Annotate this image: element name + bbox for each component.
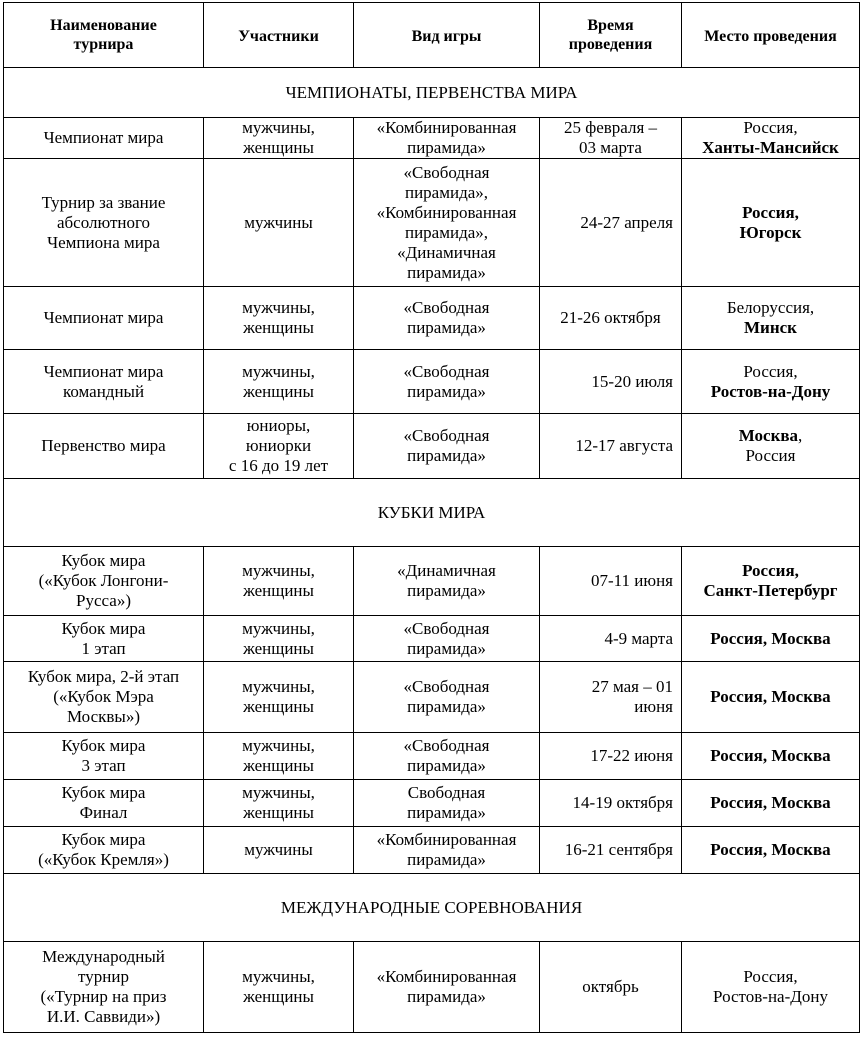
game-type: «Свободная пирамида» xyxy=(354,287,540,350)
venue: Россия, Ростов-на-Дону xyxy=(682,350,860,414)
participants: мужчины xyxy=(204,827,354,874)
header-time: Время проведения xyxy=(540,3,682,68)
schedule-table xyxy=(3,2,860,1033)
section-header xyxy=(4,68,860,118)
header-row xyxy=(4,3,860,68)
section-title: КУБКИ МИРА xyxy=(4,479,860,547)
table-row xyxy=(4,287,860,350)
event-dates: октябрь xyxy=(540,942,682,1033)
tournament-name: Кубок мира («Кубок Лонгони- Русса») xyxy=(4,547,204,616)
event-dates: 15-20 июля xyxy=(540,350,682,414)
venue: Россия, Москва xyxy=(682,827,860,874)
header-game-type: Вид игры xyxy=(354,3,540,68)
table-row xyxy=(4,414,860,479)
event-dates: 07-11 июня xyxy=(540,547,682,616)
tournament-name: Чемпионат мира xyxy=(4,118,204,159)
section-title: ЧЕМПИОНАТЫ, ПЕРВЕНСТВА МИРА xyxy=(4,68,860,118)
tournament-name: Турнир за звание абсолютного Чемпиона мира xyxy=(4,159,204,287)
header-name: Наименование турнира xyxy=(4,3,204,68)
tournament-name: Первенство мира xyxy=(4,414,204,479)
game-type: «Свободная пирамида» xyxy=(354,733,540,780)
venue: Россия, Москва xyxy=(682,733,860,780)
header-participants: Участники xyxy=(204,3,354,68)
tournament-name: Кубок мира, 2-й этап («Кубок Мэра Москвы») xyxy=(4,662,204,733)
participants: мужчины, женщины xyxy=(204,942,354,1033)
table-row xyxy=(4,616,860,662)
game-type: «Комбинированная пирамида» xyxy=(354,118,540,159)
section-title: МЕЖДУНАРОДНЫЕ СОРЕВНОВАНИЯ xyxy=(4,874,860,942)
participants: мужчины, женщины xyxy=(204,118,354,159)
event-dates: 21-26 октября xyxy=(540,287,682,350)
event-dates: 17-22 июня xyxy=(540,733,682,780)
participants: юниоры, юниорки с 16 до 19 лет xyxy=(204,414,354,479)
venue: Россия, Югорск xyxy=(682,159,860,287)
game-type: «Комбинированная пирамида» xyxy=(354,827,540,874)
tournament-name: Кубок мира Финал xyxy=(4,780,204,827)
event-dates: 25 февраля – 03 марта xyxy=(540,118,682,159)
table-row xyxy=(4,350,860,414)
section-header xyxy=(4,479,860,547)
table-row xyxy=(4,159,860,287)
event-dates: 14-19 октября xyxy=(540,780,682,827)
participants: мужчины, женщины xyxy=(204,616,354,662)
game-type: «Свободная пирамида» xyxy=(354,414,540,479)
venue: Россия, Москва xyxy=(682,616,860,662)
game-type: «Свободная пирамида» xyxy=(354,616,540,662)
venue: Москва, Россия xyxy=(682,414,860,479)
game-type: Свободная пирамида» xyxy=(354,780,540,827)
event-dates: 12-17 августа xyxy=(540,414,682,479)
event-dates: 16-21 сентября xyxy=(540,827,682,874)
venue: Россия, Ханты-Мансийск xyxy=(682,118,860,159)
participants: мужчины, женщины xyxy=(204,780,354,827)
participants: мужчины, женщины xyxy=(204,287,354,350)
tournament-name: Международный турнир («Турнир на приз И.И. Саввиди») xyxy=(4,942,204,1033)
tournament-name: Чемпионат мира командный xyxy=(4,350,204,414)
tournament-name: Кубок мира 1 этап xyxy=(4,616,204,662)
venue: Белоруссия, Минск xyxy=(682,287,860,350)
participants: мужчины xyxy=(204,159,354,287)
tournament-name: Кубок мира («Кубок Кремля») xyxy=(4,827,204,874)
game-type: «Комбинированная пирамида» xyxy=(354,942,540,1033)
section-header xyxy=(4,874,860,942)
game-type: «Свободная пирамида» xyxy=(354,662,540,733)
venue: Россия, Ростов-на-Дону xyxy=(682,942,860,1033)
table-row xyxy=(4,733,860,780)
event-dates: 27 мая – 01 июня xyxy=(540,662,682,733)
tournament-name: Чемпионат мира xyxy=(4,287,204,350)
game-type: «Свободная пирамида» xyxy=(354,350,540,414)
game-type: «Динамичная пирамида» xyxy=(354,547,540,616)
table-row xyxy=(4,547,860,616)
tournament-name: Кубок мира 3 этап xyxy=(4,733,204,780)
table-row xyxy=(4,942,860,1033)
header-place: Место проведения xyxy=(682,3,860,68)
venue: Россия, Санкт-Петербург xyxy=(682,547,860,616)
participants: мужчины, женщины xyxy=(204,350,354,414)
table-row xyxy=(4,827,860,874)
event-dates: 4-9 марта xyxy=(540,616,682,662)
event-dates: 24-27 апреля xyxy=(540,159,682,287)
table-row xyxy=(4,662,860,733)
game-type: «Свободная пирамида», «Комбинированная пирамида», «Динамичная пирамида» xyxy=(354,159,540,287)
participants: мужчины, женщины xyxy=(204,733,354,780)
table-row xyxy=(4,780,860,827)
venue: Россия, Москва xyxy=(682,780,860,827)
participants: мужчины, женщины xyxy=(204,547,354,616)
table-row xyxy=(4,118,860,159)
venue: Россия, Москва xyxy=(682,662,860,733)
participants: мужчины, женщины xyxy=(204,662,354,733)
